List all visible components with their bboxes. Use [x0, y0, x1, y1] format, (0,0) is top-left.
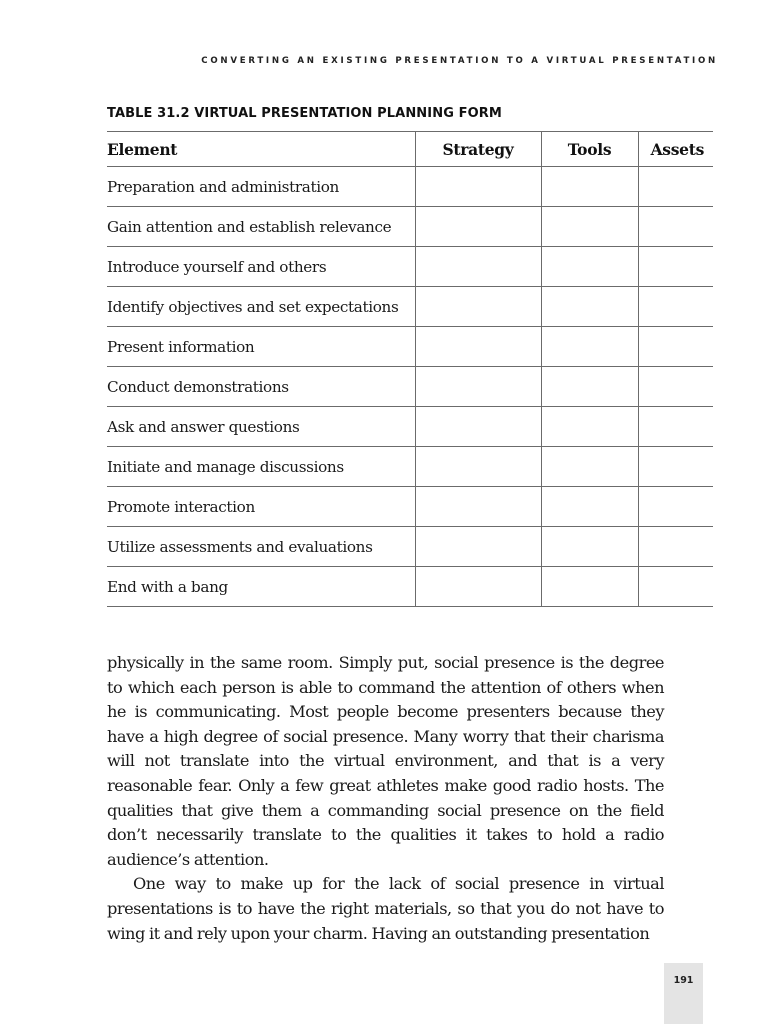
table-row [107, 167, 713, 207]
element-cell: End with a bang [107, 567, 415, 607]
assets-cell [638, 567, 713, 607]
assets-cell [638, 247, 713, 287]
element-cell: Ask and answer questions [107, 407, 415, 447]
strategy-cell [415, 167, 541, 207]
assets-cell [638, 367, 713, 407]
planning-form-table [107, 131, 713, 607]
element-cell: Preparation and administration [107, 167, 415, 207]
assets-cell [638, 207, 713, 247]
assets-cell [638, 327, 713, 367]
tools-cell [541, 447, 638, 487]
tools-cell [541, 567, 638, 607]
strategy-cell [415, 247, 541, 287]
table-title: TABLE 31.2 VIRTUAL PRESENTATION PLANNING FORM [107, 106, 502, 121]
body-text [107, 651, 664, 946]
table-row [107, 407, 713, 447]
table-row [107, 207, 713, 247]
table-row [107, 487, 713, 527]
element-cell: Utilize assessments and evaluations [107, 527, 415, 567]
strategy-cell [415, 327, 541, 367]
table-header-row [107, 132, 713, 167]
tools-cell [541, 207, 638, 247]
tools-cell [541, 287, 638, 327]
table-row [107, 527, 713, 567]
assets-cell [638, 167, 713, 207]
assets-cell [638, 287, 713, 327]
table-row [107, 247, 713, 287]
element-cell: Conduct demonstrations [107, 367, 415, 407]
body-paragraph: One way to make up for the lack of social presence in virtual presentations is to have the right materials, so that you do not have to wing it and rely upon your charm. Having an outstanding presentation [107, 874, 664, 943]
strategy-cell [415, 407, 541, 447]
strategy-cell [415, 367, 541, 407]
strategy-cell [415, 487, 541, 527]
element-cell: Identify objectives and set expectations [107, 287, 415, 327]
body-paragraph: physically in the same room. Simply put, social presence is the degree to which each person is able to command the attention of others when he is communicating. Most people become presenters because they have a high degree of social presence. Many worry that their charisma will not translate into the virtual environment, and that is a very reasonable fear. Only a few great athletes make good radio hosts. The qualities that give them a commanding social presence on the field don’t necessarily translate to the qualities it takes to hold a radio audience’s attention. [107, 653, 664, 869]
column-header-element: Element [107, 132, 415, 167]
assets-cell [638, 447, 713, 487]
table-row [107, 447, 713, 487]
tools-cell [541, 167, 638, 207]
element-cell: Introduce yourself and others [107, 247, 415, 287]
table-row [107, 567, 713, 607]
table-row [107, 327, 713, 367]
element-cell: Gain attention and establish relevance [107, 207, 415, 247]
element-cell: Initiate and manage discussions [107, 447, 415, 487]
running-head: CONVERTING AN EXISTING PRESENTATION TO A VIRTUAL PRESENTATION [201, 56, 718, 66]
element-cell: Promote interaction [107, 487, 415, 527]
assets-cell [638, 487, 713, 527]
assets-cell [638, 407, 713, 447]
strategy-cell [415, 527, 541, 567]
table-row [107, 287, 713, 327]
strategy-cell [415, 207, 541, 247]
column-header-tools: Tools [541, 132, 638, 167]
tools-cell [541, 407, 638, 447]
page-number: 191 [673, 975, 694, 986]
strategy-cell [415, 567, 541, 607]
tools-cell [541, 327, 638, 367]
tools-cell [541, 367, 638, 407]
strategy-cell [415, 287, 541, 327]
strategy-cell [415, 447, 541, 487]
page-number-tab [664, 963, 703, 1024]
element-cell: Present information [107, 327, 415, 367]
tools-cell [541, 487, 638, 527]
tools-cell [541, 527, 638, 567]
column-header-strategy: Strategy [415, 132, 541, 167]
assets-cell [638, 527, 713, 567]
table-row [107, 367, 713, 407]
column-header-assets: Assets [638, 132, 713, 167]
tools-cell [541, 247, 638, 287]
